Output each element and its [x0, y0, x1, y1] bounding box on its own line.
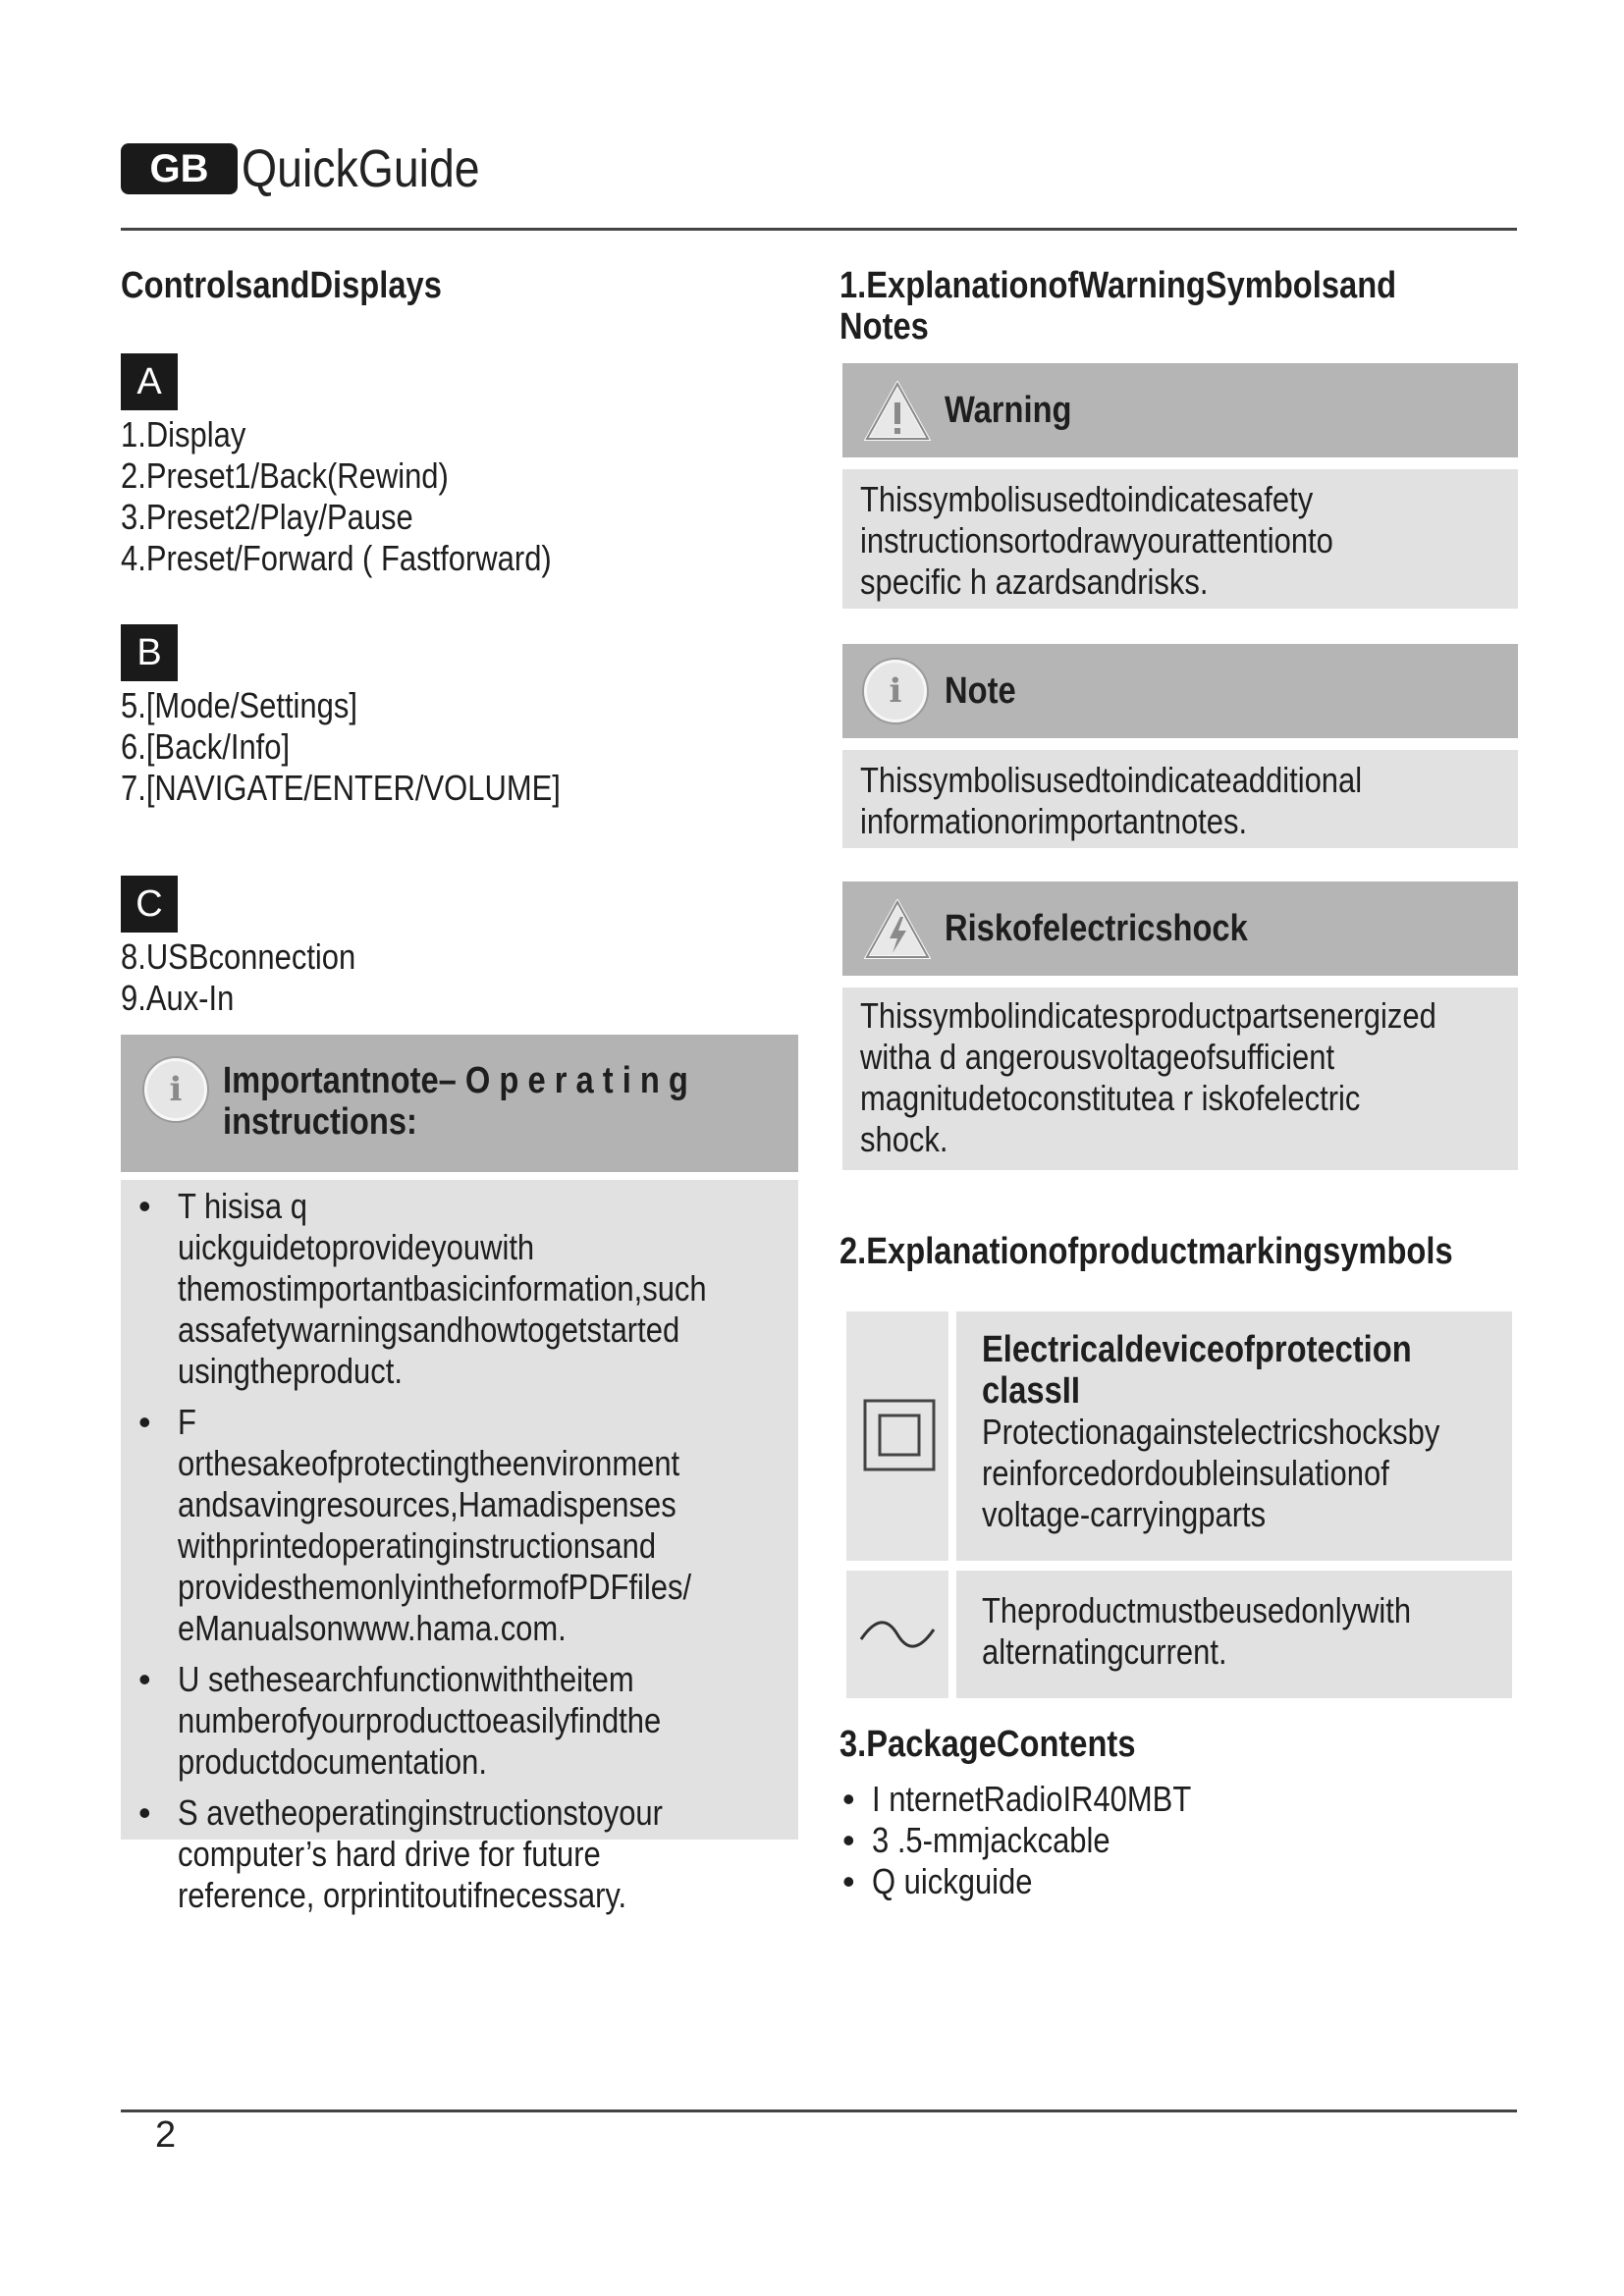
- warning-header: [842, 363, 1518, 457]
- class2-title: Electricaldeviceofprotection classII: [982, 1329, 1412, 1412]
- important-note-body: [121, 1180, 798, 1915]
- package-list: [842, 1779, 1243, 1902]
- class2-text-cell: [956, 1311, 1512, 1561]
- note-body: Thissymbolisusedtoindicateadditional informationorimportantnotes.: [842, 750, 1518, 848]
- class2-icon-cell: [846, 1311, 948, 1561]
- shock-header: [842, 881, 1518, 976]
- list-item: • T hisisa q uickguidetoprovideyouwith themostimportantbasicinformation,such assafetywarningsandhowtogetstarted usingtheproduct.: [121, 1186, 708, 1392]
- list-item: 3.Preset2/Play/Pause: [121, 497, 413, 537]
- warning-title: Warning: [945, 390, 1072, 431]
- group-c-label: C: [121, 876, 178, 933]
- list-item: • Q uickguide: [842, 1861, 1243, 1902]
- header-divider: [121, 228, 1517, 231]
- important-note-list: [121, 1186, 798, 1926]
- list-item: 1.Display: [121, 414, 246, 454]
- info-icon: i: [144, 1058, 207, 1121]
- list-item: 2.Preset1/Back(Rewind): [121, 455, 449, 496]
- list-item: • 3 .5-mmjackcable: [842, 1820, 1243, 1861]
- group-c-list: [121, 936, 394, 1019]
- controls-heading: ControlsandDisplays: [121, 265, 442, 306]
- warning-body: Thissymbolisusedtoindicatesafety instructionsortodrawyourattentionto specific h azardsandrisks.: [842, 469, 1518, 609]
- ac-text-cell: [956, 1571, 1512, 1698]
- shock-title: Riskofelectricshock: [945, 908, 1248, 949]
- list-item: • U sethesearchfunctionwiththeitem numberofyourproducttoeasilyfindthe productdocumentation.: [121, 1659, 708, 1783]
- list-item: • S avetheoperatinginstructionstoyour computer’s hard drive for future reference, orprintitoutifnecessary.: [121, 1792, 708, 1916]
- alternating-current-icon: [858, 1620, 937, 1649]
- list-item: 5.[Mode/Settings]: [121, 685, 357, 725]
- language-badge: GB: [121, 143, 238, 194]
- important-note-header: [121, 1035, 798, 1172]
- group-b-label: B: [121, 624, 178, 681]
- protection-class-ii-icon: [862, 1398, 937, 1472]
- electric-shock-icon: [864, 899, 931, 960]
- list-item: • I nternetRadioIR40MBT: [842, 1779, 1243, 1820]
- page-title: QuickGuide: [242, 139, 480, 198]
- ac-description: Theproductmustbeusedonlywith alternatingcurrent.: [982, 1590, 1412, 1672]
- note-header: [842, 644, 1518, 738]
- list-item: 6.[Back/Info]: [121, 726, 291, 767]
- footer-divider: [121, 2109, 1517, 2112]
- class2-description: Protectionagainstelectricshocksby reinforcedordoubleinsulationof voltage-carryingparts: [982, 1412, 1440, 1534]
- warning-symbols-heading: 1.ExplanationofWarningSymbolsand Notes: [839, 265, 1397, 347]
- warning-triangle-icon: [864, 381, 931, 442]
- list-item: • F orthesakeofprotectingtheenvironment andsavingresources,Hamadispenses withprintedoperatinginstructionsand providesthemonlyintheformofPDFfiles/ eManualsonwww.hama.com.: [121, 1402, 708, 1649]
- ac-icon-cell: [846, 1571, 948, 1698]
- page-number: 2: [155, 2114, 177, 2156]
- list-item: 9.Aux-In: [121, 978, 235, 1018]
- marking-symbols-heading: 2.Explanationofproductmarkingsymbols: [839, 1231, 1453, 1272]
- list-item: 8.USBconnection: [121, 936, 356, 977]
- list-item: 7.[NAVIGATE/ENTER/VOLUME]: [121, 768, 561, 808]
- group-b-list: [121, 685, 632, 809]
- important-note-title: Importantnote– O p e r a t i n g instructions:: [223, 1060, 688, 1143]
- shock-body: Thissymbolindicatesproductpartsenergized witha d angerousvoltageofsufficient magnitudetoconstitutea r iskofelectric shock.: [842, 988, 1518, 1170]
- package-heading: 3.PackageContents: [839, 1724, 1136, 1765]
- note-title: Note: [945, 670, 1016, 712]
- group-a-list: [121, 414, 622, 579]
- info-icon: i: [864, 660, 927, 722]
- list-item: 4.Preset/Forward ( Fastforward): [121, 538, 552, 578]
- group-a-label: A: [121, 353, 178, 410]
